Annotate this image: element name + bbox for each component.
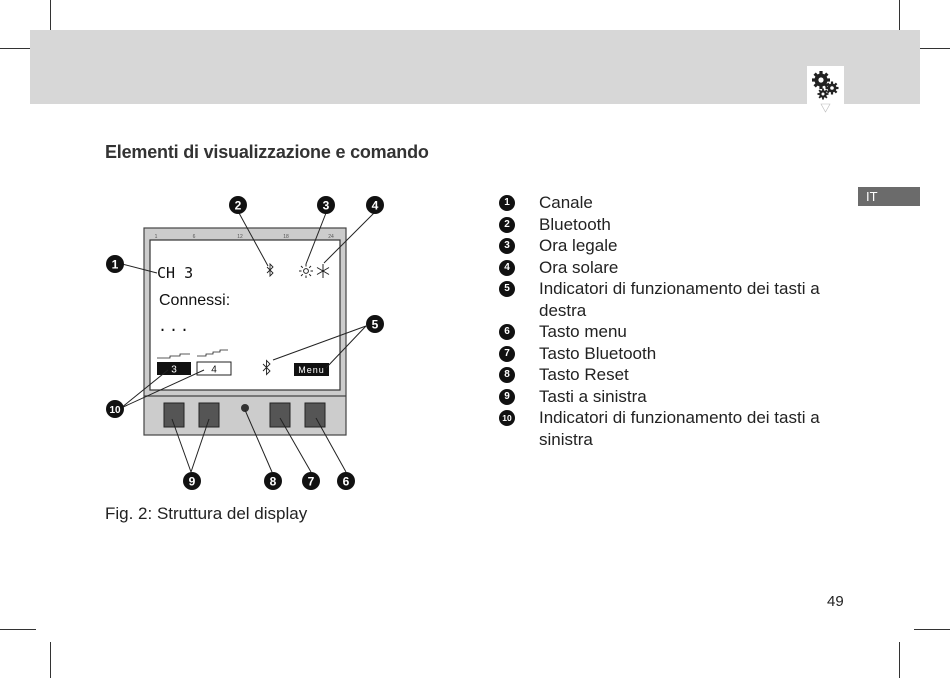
legend-text: Tasti a sinistra [539, 386, 647, 406]
callout-number: 6 [342, 474, 350, 489]
callout-badge [366, 196, 384, 214]
legend-item [499, 257, 839, 279]
callout-badge [317, 196, 335, 214]
scale-tick: 12 [237, 234, 243, 240]
progress-dots: ... [158, 317, 192, 335]
legend-text: Indicatori di funzionamento dei tasti a sinistra [539, 408, 820, 449]
callout-number: 3 [322, 198, 330, 213]
legend-text: Indicatori di funzionamento dei tasti a destra [539, 279, 820, 320]
legend-item [499, 278, 839, 321]
callout-number: 2 [234, 198, 242, 213]
legend-number: 7 [499, 346, 515, 362]
scale-tick: 18 [283, 234, 289, 240]
callout-badge [106, 400, 124, 418]
menu-key[interactable] [305, 403, 325, 427]
bluetooth-key[interactable] [270, 403, 290, 427]
legend-text: Bluetooth [539, 214, 611, 234]
scale-tick: 1 [154, 234, 158, 240]
section-title: Elementi di visualizzazione e comando [105, 142, 429, 162]
legend-text: Ora legale [539, 236, 618, 255]
legend-item [499, 343, 839, 365]
callout-badge [106, 255, 124, 273]
legend-item [499, 364, 839, 386]
legend-item [499, 192, 839, 214]
legend-number: 5 [499, 281, 515, 297]
status-text: Connessi: [159, 292, 231, 309]
legend-text: Tasto Bluetooth [539, 343, 657, 363]
callout-number: 9 [188, 474, 196, 489]
legend-text: Canale [539, 193, 593, 212]
callout-badge [366, 315, 384, 333]
scale-tick: 6 [192, 234, 196, 240]
legend-item [499, 235, 839, 257]
callout-badge [337, 472, 355, 490]
callout-badge [183, 472, 201, 490]
menu-indicator-label: Menu [298, 365, 325, 375]
legend-number: 3 [499, 238, 515, 254]
legend-text: Tasto Reset [539, 365, 629, 384]
callout-number: 7 [307, 474, 315, 489]
page-number: 49 [827, 593, 844, 610]
left-key-indicator-label: 3 [171, 364, 177, 376]
callout-badge [229, 196, 247, 214]
legend-item [499, 321, 839, 343]
legend-number: 4 [499, 260, 515, 276]
language-tab: IT [858, 187, 920, 206]
callout-number: 10 [109, 405, 121, 416]
callout-badge [302, 472, 320, 490]
figure-caption: Fig. 2: Struttura del display [105, 504, 308, 523]
callout-number: 5 [371, 317, 379, 332]
legend-number: 1 [499, 195, 515, 211]
legend-list [499, 192, 839, 450]
legend-number: 2 [499, 217, 515, 233]
channel-text: CH 3 [157, 264, 194, 282]
callout-number: 1 [111, 257, 119, 272]
callout-badge [264, 472, 282, 490]
legend-number: 6 [499, 324, 515, 340]
callout-number: 4 [371, 198, 379, 213]
legend-item [499, 386, 839, 408]
legend-item [499, 214, 839, 236]
legend-text: Tasto menu [539, 322, 627, 341]
callout-number: 8 [269, 474, 277, 489]
left-key-indicator-label: 4 [211, 364, 217, 376]
legend-number: 8 [499, 367, 515, 383]
left-key-2[interactable] [199, 403, 219, 427]
legend-item [499, 407, 839, 450]
legend-number: 10 [499, 410, 515, 426]
legend-text: Ora solare [539, 257, 619, 277]
scale-tick: 24 [328, 234, 334, 240]
legend-number: 9 [499, 389, 515, 405]
